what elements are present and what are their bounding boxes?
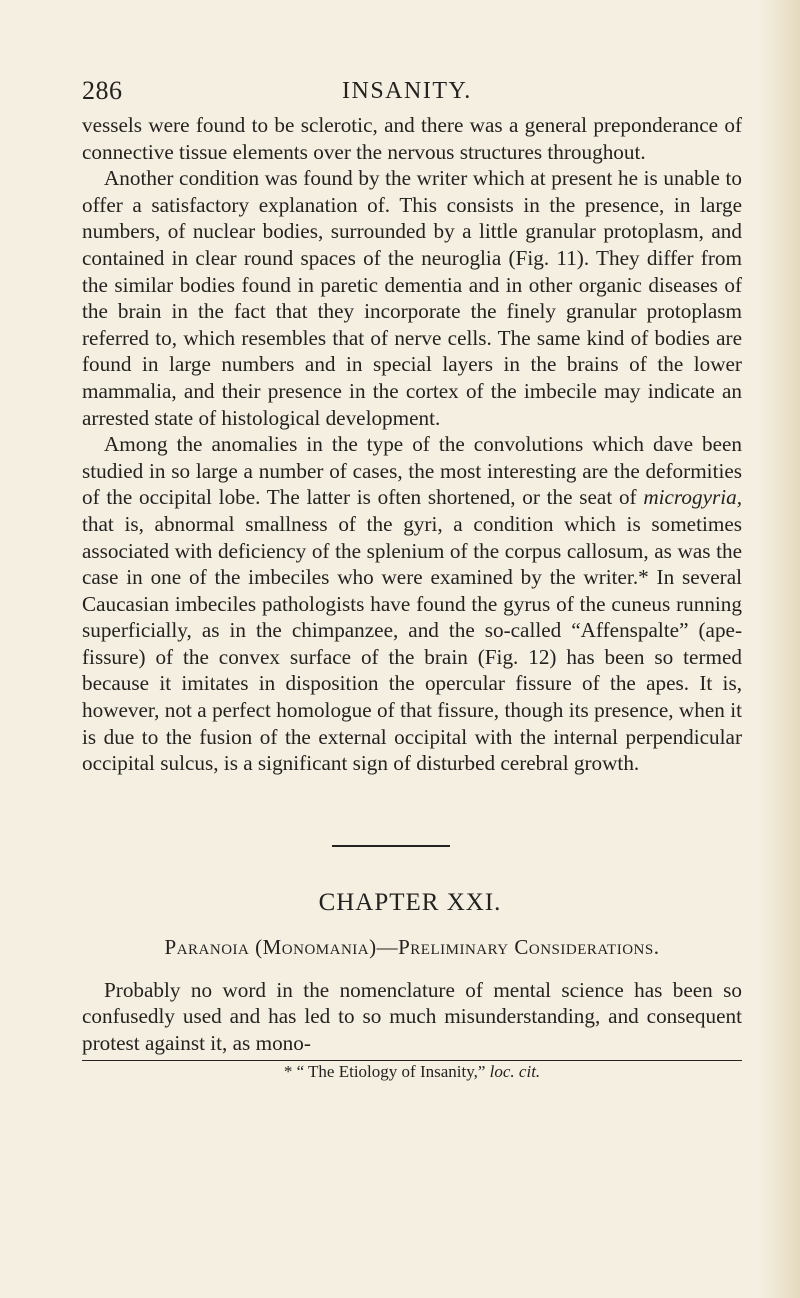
chapter-opening-paragraph: Probably no word in the nomenclature of mental science has been so confusedly used and has led to so much misunderstanding, and consequent protest against it, as mono- bbox=[82, 977, 742, 1056]
paragraph-convolution-anomalies bbox=[82, 431, 742, 777]
page-number: 286 bbox=[82, 76, 123, 105]
footnote bbox=[82, 1062, 742, 1082]
paragraph-text: Among the anomalies in the type of the convolutions which dave been studied in so large a number of cases, the most interesting are the deformities of the occipital lobe. The latter is often shortened, or the seat of bbox=[82, 432, 742, 510]
footnote-italic: loc. cit. bbox=[489, 1061, 541, 1081]
chapter-divider-rule bbox=[332, 845, 450, 847]
paragraph-continued: vessels were found to be sclerotic, and there was a general preponderance of connective tissue elements over the nervous structures throughout. bbox=[82, 113, 742, 164]
paragraph-nuclear-bodies: Another condition was found by the writer which at present he is unable to offer a satisfactory explanation of. This consists in the presence, in large numbers, of nuclear bodies, surrounded by a little granular protoplasm, and contained in clear round spaces of the neuroglia (Fig. 11). They differ from the similar bodies found in paretic dementia and in other organic diseases of the brain in the fact that they incorporate the finely granular protoplasm referred to, which resembles that of nerve cells. The same kind of bodies are found in large numbers and in special layers in the brains of the lower mammalia, and their presence in the cortex of the imbecile may indicate an arrested state of histological development. bbox=[82, 166, 742, 430]
running-head bbox=[82, 72, 742, 112]
paragraph-text: that is, abnormal smallness of the gyri, a condition which is sometimes associated with deficiency of the splenium of the corpus callosum, as was the case in one of the imbeciles who were examined by the writer.* In several Caucasian imbeciles pathologists have found the gyrus of the cuneus running superficially, as in the chimpanzee, and the so-called “Affenspalte” (ape-fissure) of the convex surface of the brain (Fig. 12) has been so termed because it imitates in disposition the opercular fissure of the apes. It is, however, not a perfect homologue of that fissure, though its presence, when it is due to the fusion of the external occipital with the internal perpendicular occipital sulcus, is a significant sign of disturbed cerebral growth. bbox=[82, 511, 742, 776]
body-text bbox=[82, 112, 742, 777]
chapter-title: CHAPTER XXI. bbox=[318, 888, 502, 916]
chapter-subtitle: Paranoia (Monomania)—Preliminary Considerations. bbox=[164, 934, 660, 959]
running-title: INSANITY. bbox=[342, 78, 472, 104]
chapter-body bbox=[82, 977, 742, 1057]
book-page bbox=[82, 72, 742, 1082]
footnote-text: * “ The Etiology of Insanity,” bbox=[283, 1061, 490, 1081]
page-edge-shade bbox=[760, 0, 800, 1298]
italic-term-microgyria: microgyria, bbox=[643, 485, 742, 510]
footnote-rule bbox=[82, 1060, 742, 1061]
